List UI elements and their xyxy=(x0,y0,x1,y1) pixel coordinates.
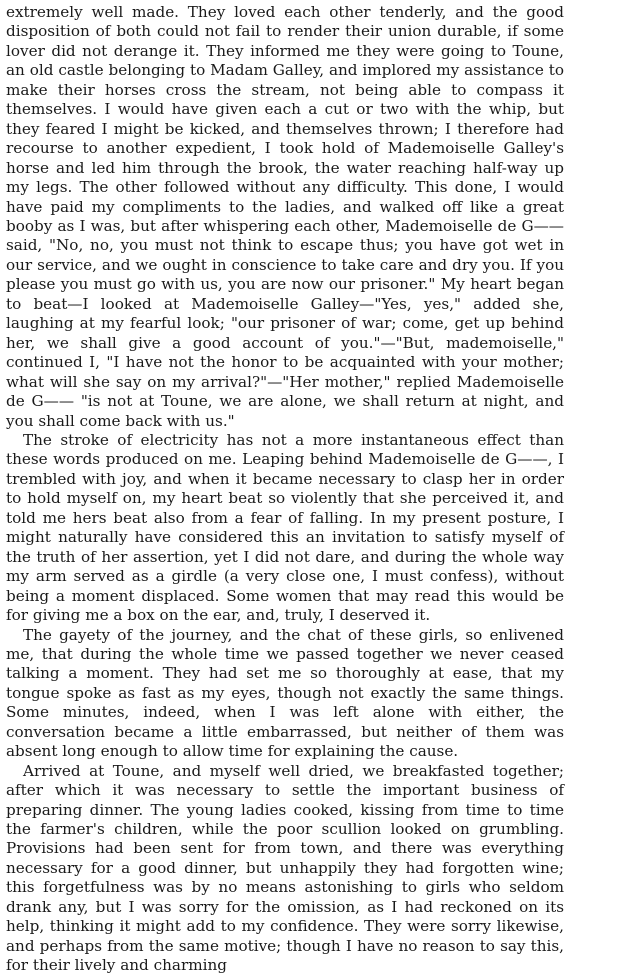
page-body xyxy=(6,3,564,976)
paragraph-4: Arrived at Toune, and myself well dried, we breakfasted together; after which it was necessary to settle the important business of preparing dinner. The young ladies cooked, kissing from time to time the farmer's children, while the poor scullion looked on grumbling. Provisions had been sent for from town, and there was everything necessary for a good dinner, but unhappily they had forgotten wine; this forgetfulness was by no means astonishing to girls who seldom drank any, but I was sorry for the omission, as I had reckoned on its help, thinking it might add to my confidence. They were sorry likewise, and perhaps from the same motive; though I have no reason to say this, for their lively and charming xyxy=(6,761,564,975)
paragraph-1: extremely well made. They loved each other tenderly, and the good disposition of both could not fail to render their union durable, if some lover did not derange it. They informed me they were going to Toune, an old castle belonging to Madam Galley, and implored my assistance to make their horses cross the stream, not being able to compass it themselves. I would have given each a cut or two with the whip, but they feared I might be kicked, and themselves thrown; I therefore had recourse to another expedient, I took hold of Mademoiselle Galley's horse and led him through the brook, the water reaching half-way up my legs. The other followed without any difficulty. This done, I would have paid my compliments to the ladies, and walked off like a great booby as I was, but after whispering each other, Mademoiselle de G—— said, "No, no, you must not think to escape thus; you have got wet in our service, and we ought in conscience to take care and dry you. If you please you must go with us, you are now our prisoner." My heart began to beat—I looked at Mademoiselle Galley—"Yes, yes," added she, laughing at my fearful look; "our prisoner of war; come, get up behind her, we shall give a good account of you."—"But, mademoiselle," continued I, "I have not the honor to be acquainted with your mother; what will she say on my arrival?"—"Her mother," replied Mademoiselle de G—— "is not at Toune, we are alone, we shall return at night, and you shall come back with us." xyxy=(6,3,564,430)
paragraph-2: The stroke of electricity has not a more instantaneous effect than these words produced on me. Leaping behind Mademoiselle de G——, I trembled with joy, and when it became necessary to clasp her in order to hold myself on, my heart beat so violently that she perceived it, and told me hers beat also from a fear of falling. In my present posture, I might naturally have considered this an invitation to satisfy myself of the truth of her assertion, yet I did not dare, and during the whole way my arm served as a girdle (a very close one, I must confess), without being a moment displaced. Some women that may read this would be for giving me a box on the ear, and, truly, I deserved it. xyxy=(6,430,564,625)
paragraph-3: The gayety of the journey, and the chat of these girls, so enlivened me, that during the whole time we passed together we never ceased talking a moment. They had set me so thoroughly at ease, that my tongue spoke as fast as my eyes, though not exactly the same things. Some minutes, indeed, when I was left alone with either, the conversation became a little embarrassed, but neither of them was absent long enough to allow time for explaining the cause. xyxy=(6,625,564,761)
